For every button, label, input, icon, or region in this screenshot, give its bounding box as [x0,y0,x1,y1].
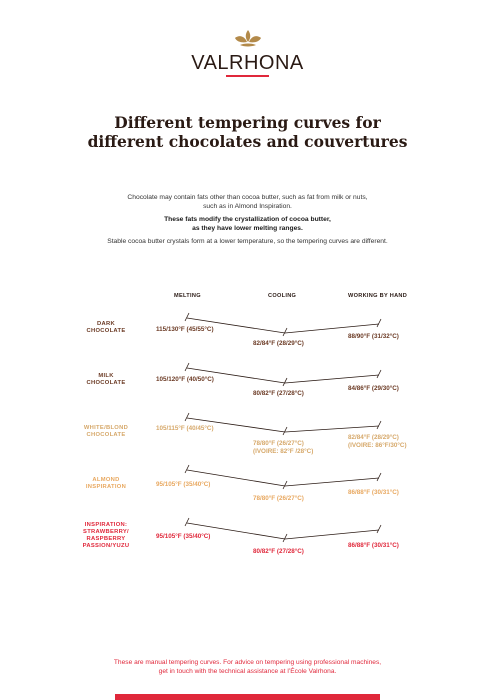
footer-line-2: get in touch with the technical assistance at l’École Valrhona. [158,668,337,675]
row-label-line: WHITE/BLOND [83,425,129,431]
footer-note [0,658,495,676]
intro-p2-line1: These fats modify the crystallization of cocoa butter, [164,216,331,223]
row-label-line: ALMOND [92,477,120,483]
working-temp-almond: 86/88°F (30/31°C) [348,489,399,496]
working-temp-dark: 88/90°F (31/32°C) [348,333,399,340]
title-line-1: Different tempering curves for [114,113,381,132]
footer-bar [115,694,380,700]
cooling-temp-white [253,440,313,456]
curve-milk [187,368,379,383]
row-label-line: CHOCOLATE [86,328,126,334]
melting-temp-dark: 115/130°F (45/55°C) [156,326,214,333]
intro-p1-line2: such as in Almond Inspiration. [203,203,292,210]
melting-temp-inspiration: 95/105°F (35/40°C) [156,533,211,540]
working-temp-white [348,434,407,450]
melting-temp-milk: 105/120°F (40/50°C) [156,376,214,383]
row-label-line: INSPIRATION [85,484,127,490]
curve-almond [187,470,379,486]
intro-p1-line1: Chocolate may contain fats other than cocoa butter, such as fat from milk or nuts, [127,194,368,201]
cooling-temp-dark: 82/84°F (28/29°C) [253,340,304,347]
footer-line-1: These are manual tempering curves. For advice on tempering using professional machines, [113,659,382,666]
working-temp-white-note: (IVOIRE: 86°F/30°C) [348,442,407,449]
cooling-temp-white-note: (IVOIRE: 82°F /28°C) [253,448,314,455]
melting-temp-white: 105/115°F (40/45°C) [156,425,214,432]
curve-dark [187,318,379,333]
row-label-inspiration [71,522,141,550]
brand-name: VALRHONA [191,52,304,74]
cooling-temp-milk: 80/82°F (27/28°C) [253,390,304,397]
intro-p2-line2: as they have lower melting ranges. [192,225,303,232]
working-temp-white-main: 82/84°F (28/29°C) [348,434,399,441]
column-melting: MELTING [174,293,201,299]
row-label-line: CHOCOLATE [86,380,126,386]
row-label-line: STRAWBERRY/ [83,529,129,535]
row-label-line: RASPBERRY [86,536,126,542]
curve-inspiration [187,523,379,539]
row-label-line: PASSION/YUZU [82,543,130,549]
column-cooling: COOLING [268,293,297,299]
cooling-temp-inspiration: 80/82°F (27/28°C) [253,548,304,555]
column-working-by-hand: WORKING BY HAND [348,293,408,299]
working-temp-inspiration: 86/88°F (30/31°C) [348,542,399,549]
row-label-white [71,425,141,439]
row-label-line: INSPIRATION: [84,522,128,528]
row-label-line: CHOCOLATE [86,432,126,438]
melting-temp-almond: 95/105°F (35/40°C) [156,481,211,488]
row-label-almond [71,477,141,491]
cooling-temp-white-main: 78/80°F (26/27°C) [253,440,304,447]
row-label-milk [71,373,141,387]
row-label-line: MILK [98,373,114,379]
working-temp-milk: 84/86°F (29/30°C) [348,385,399,392]
curve-white [187,418,379,432]
intro-paragraph-3: Stable cocoa butter crystals form at a lower temperature, so the tempering curves are different. [107,238,388,245]
cooling-temp-almond: 78/80°F (26/27°C) [253,495,304,502]
row-label-dark [71,321,141,335]
row-label-line: DARK [97,321,115,327]
title-line-2: different chocolates and couvertures [87,132,408,151]
